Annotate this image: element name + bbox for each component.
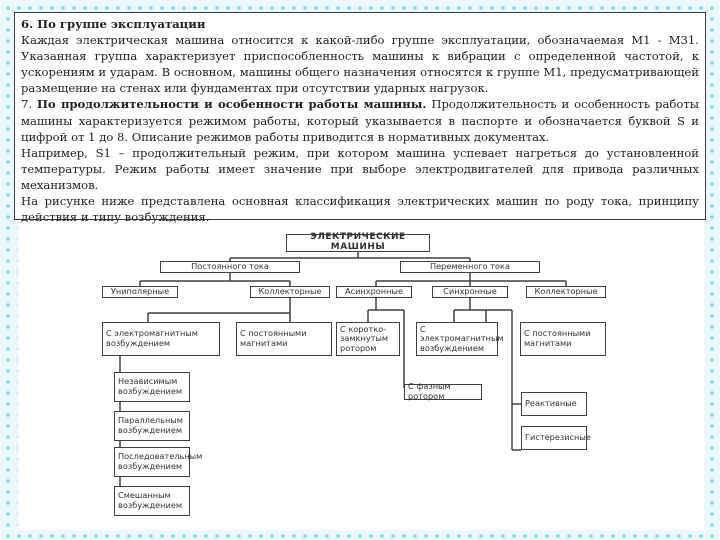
paragraph-figure-intro: [21, 193, 699, 225]
node-reactive: Реактивные: [521, 392, 587, 416]
node-sync-electromagnetic: С электромагнитным возбуждением: [416, 322, 498, 356]
node-ac-permanent: С постоянными магнитами: [520, 322, 606, 356]
node-dc-collector: Коллекторные: [250, 286, 330, 298]
text-block: [14, 12, 706, 225]
number-duration: 7.: [21, 97, 33, 112]
node-unipolar: Униполярные: [102, 286, 178, 298]
node-electric-machines: ЭЛЕКТРИЧЕСКИЕ МАШИНЫ: [286, 234, 430, 252]
node-hysteresis: Гистерезисные: [521, 426, 587, 450]
heading-duration: По продолжительности и особенности работы машины.: [36, 97, 427, 112]
paragraph-example: [21, 145, 699, 193]
node-phase-rotor: С фазным ротором: [404, 384, 482, 400]
node-independent-excitation: Независимым возбуждением: [114, 372, 190, 402]
node-dc-electromagnetic: С электромагнитным возбуждением: [102, 322, 220, 356]
paragraph-operation-group: [21, 16, 699, 96]
node-sync: Синхронные: [432, 286, 508, 298]
node-parallel-excitation: Параллельным возбуждением: [114, 411, 190, 441]
node-ac: Переменного тока: [400, 261, 540, 273]
text-duration: Продолжительность и особенность работы машины характеризуется режимом работы, который указывается в паспорте и обозначается буквой S и цифрой от 1 до 8. Описание режимов работы приводится в нормативных документах.: [21, 97, 699, 144]
node-dc: Постоянного тока: [160, 261, 300, 273]
text-operation-group: Каждая электрическая машина относится к какой-либо группе эксплуатации, обозначаемая М1 - М31. Указанная группа характеризует приспособленность машины к вибрации с определенной частотой, к ускорениям и ударам. В основном, машины общего назначения относятся к группе М1, предусматривающей размещение на стенах или фундаментах при отсутствии ударных нагрузок.: [21, 33, 699, 96]
node-mixed-excitation: Смешанным возбуждением: [114, 486, 190, 516]
heading-operation-group: 6. По группе эксплуатации: [21, 17, 206, 31]
text-example: Например, S1 – продолжительный режим, при котором машина успевает нагреться до установленной температуры. Режим работы имеет значение при выборе электродвигателей для привода различных механизмов.: [21, 145, 699, 192]
node-async-squirrel-cage: С коротко-замкнутым ротором: [336, 322, 400, 356]
node-dc-permanent: С постоянными магнитами: [236, 322, 332, 356]
node-ac-collector: Коллекторные: [526, 286, 606, 298]
classification-diagram: [100, 228, 620, 520]
text-figure-intro: На рисунке ниже представлена основная классификация электрических машин по роду тока, принципу действия и типу возбуждения.: [21, 194, 699, 225]
node-async: Асинхронные: [336, 286, 412, 298]
node-series-excitation: Последовательным возбуждением: [114, 447, 190, 477]
paragraph-duration: [21, 96, 699, 144]
